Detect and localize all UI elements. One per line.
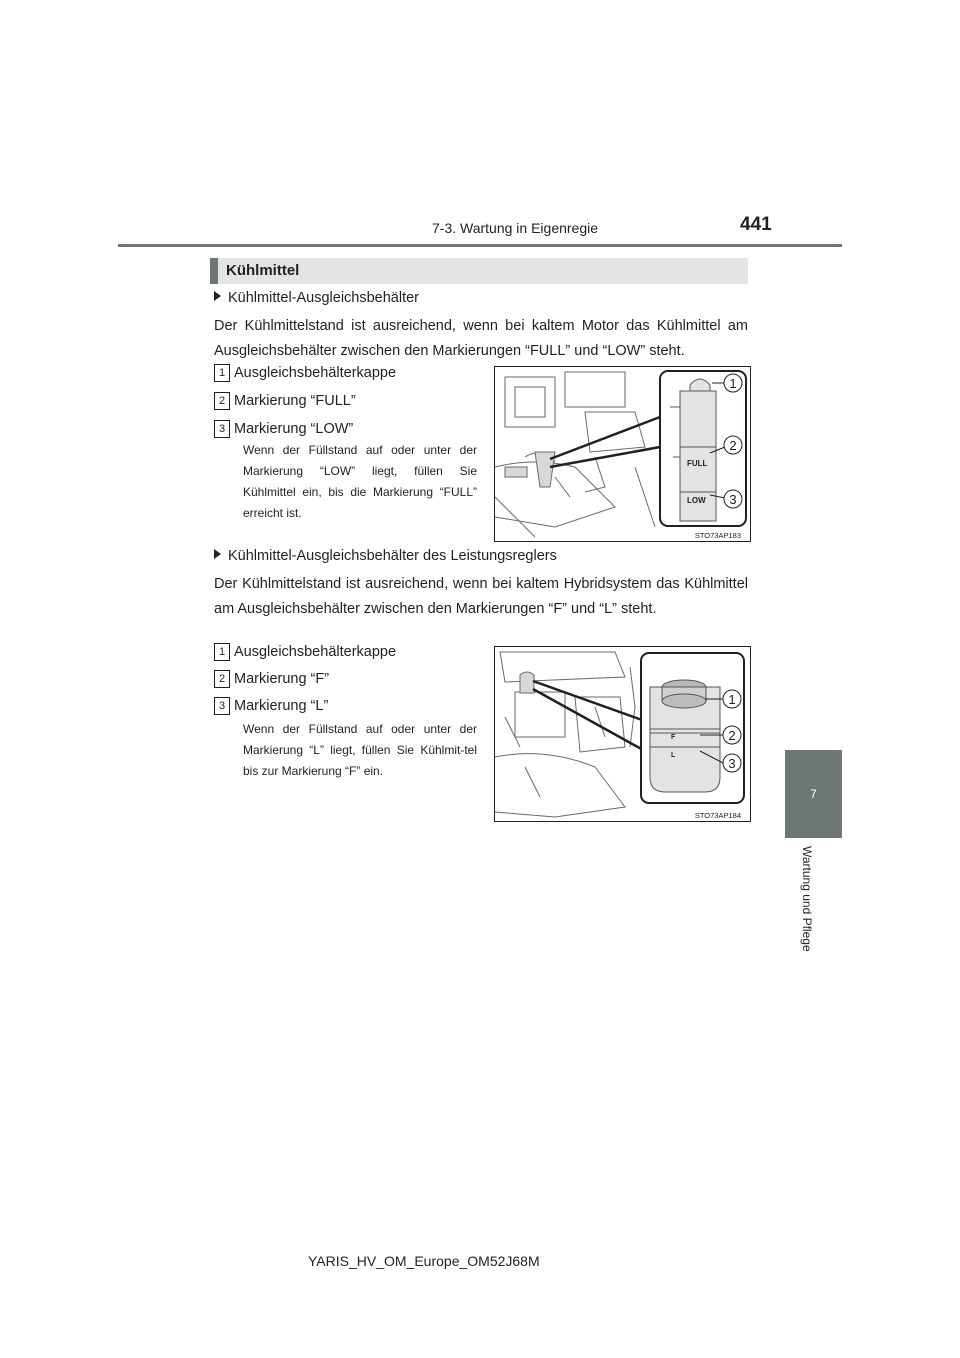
block2-item-3 [214, 697, 328, 715]
block1-paragraph: Der Kühlmittelstand ist ausreichend, wenn bei kaltem Motor das Kühlmittel am Ausgleichsbehälter zwischen den Markierungen “FULL” und “LOW” steht. [214, 318, 748, 359]
block1-item-1-text: Ausgleichsbehälterkappe [234, 365, 397, 381]
fig1-mark-full: FULL [687, 459, 708, 468]
fig1-code: STO73AP183 [694, 531, 741, 540]
block1-item-2-text: Markierung “FULL” [234, 393, 356, 409]
block2-item-3-text: Markierung “L” [234, 698, 329, 714]
block1-note: Wenn der Füllstand auf oder unter der Markierung “LOW” liegt, füllen Sie Kühlmittel ein, bis die Markierung “FULL” erreicht ist. [243, 443, 477, 520]
inverter-coolant-reservoir-figure [494, 646, 751, 822]
coolant-reservoir-illustration [495, 367, 750, 541]
callout-number-badge: 2 [214, 670, 230, 688]
header-section-title: 7-3. Wartung in Eigenregie [432, 220, 599, 236]
block2-note: Wenn der Füllstand auf oder unter der Markierung “L” liegt, füllen Sie Kühlmit-tel bis zur Markierung “F” ein. [243, 722, 477, 778]
block1-subheading-text: Kühlmittel-Ausgleichsbehälter [228, 290, 420, 306]
header-rule [118, 244, 842, 247]
triangle-bullet-icon [214, 549, 221, 559]
block1-item-1 [214, 364, 396, 382]
fig2-callout-3: 3 [728, 756, 736, 771]
block1-item-2 [214, 392, 356, 410]
fig1-mark-low: LOW [687, 496, 706, 505]
fig1-callout-3: 3 [729, 492, 737, 507]
fig1-callout-1: 1 [729, 376, 737, 391]
triangle-bullet-icon [214, 291, 221, 301]
block2-item-1-text: Ausgleichsbehälterkappe [234, 644, 397, 660]
chapter-label [800, 846, 820, 952]
callout-number-badge: 1 [214, 643, 230, 661]
block2-paragraph: Der Kühlmittelstand ist ausreichend, wenn bei kaltem Hybridsystem das Kühlmittel am Ausgleichsbehälter zwischen den Markierungen “F” und “L” steht. [214, 576, 748, 617]
fig2-mark-f: F [671, 734, 676, 741]
inverter-coolant-reservoir-illustration [495, 647, 750, 821]
block2-item-2 [214, 670, 329, 688]
callout-number-badge: 3 [214, 420, 230, 438]
callout-number-badge: 2 [214, 392, 230, 410]
coolant-reservoir-figure [494, 366, 751, 542]
page-number: 441 [740, 214, 772, 235]
block1-subheading [214, 290, 419, 306]
block1-item-3-text: Markierung “LOW” [234, 421, 354, 437]
fig2-callout-2: 2 [728, 728, 736, 743]
block2-subheading-text: Kühlmittel-Ausgleichsbehälter des Leistungsreglers [228, 548, 557, 564]
fig2-code: STO73AP184 [694, 811, 741, 820]
section-title: Kühlmittel [226, 262, 300, 279]
block2-subheading [214, 548, 557, 564]
fig2-mark-l: L [671, 752, 676, 759]
fig2-callout-1: 1 [728, 692, 736, 707]
chapter-tab [785, 750, 842, 838]
block1-item-3 [214, 420, 353, 438]
fig1-callout-2: 2 [729, 438, 737, 453]
section-accent [210, 258, 218, 284]
document-footer-code: YARIS_HV_OM_Europe_OM52J68M [308, 1253, 540, 1269]
callout-number-badge: 3 [214, 697, 230, 715]
chapter-number: 7 [810, 787, 817, 801]
block2-item-1 [214, 643, 396, 661]
block2-item-2-text: Markierung “F” [234, 671, 330, 687]
chapter-label-text: Wartung und Pflege [800, 846, 814, 952]
callout-number-badge: 1 [214, 364, 230, 382]
section-heading-bar [210, 258, 748, 284]
